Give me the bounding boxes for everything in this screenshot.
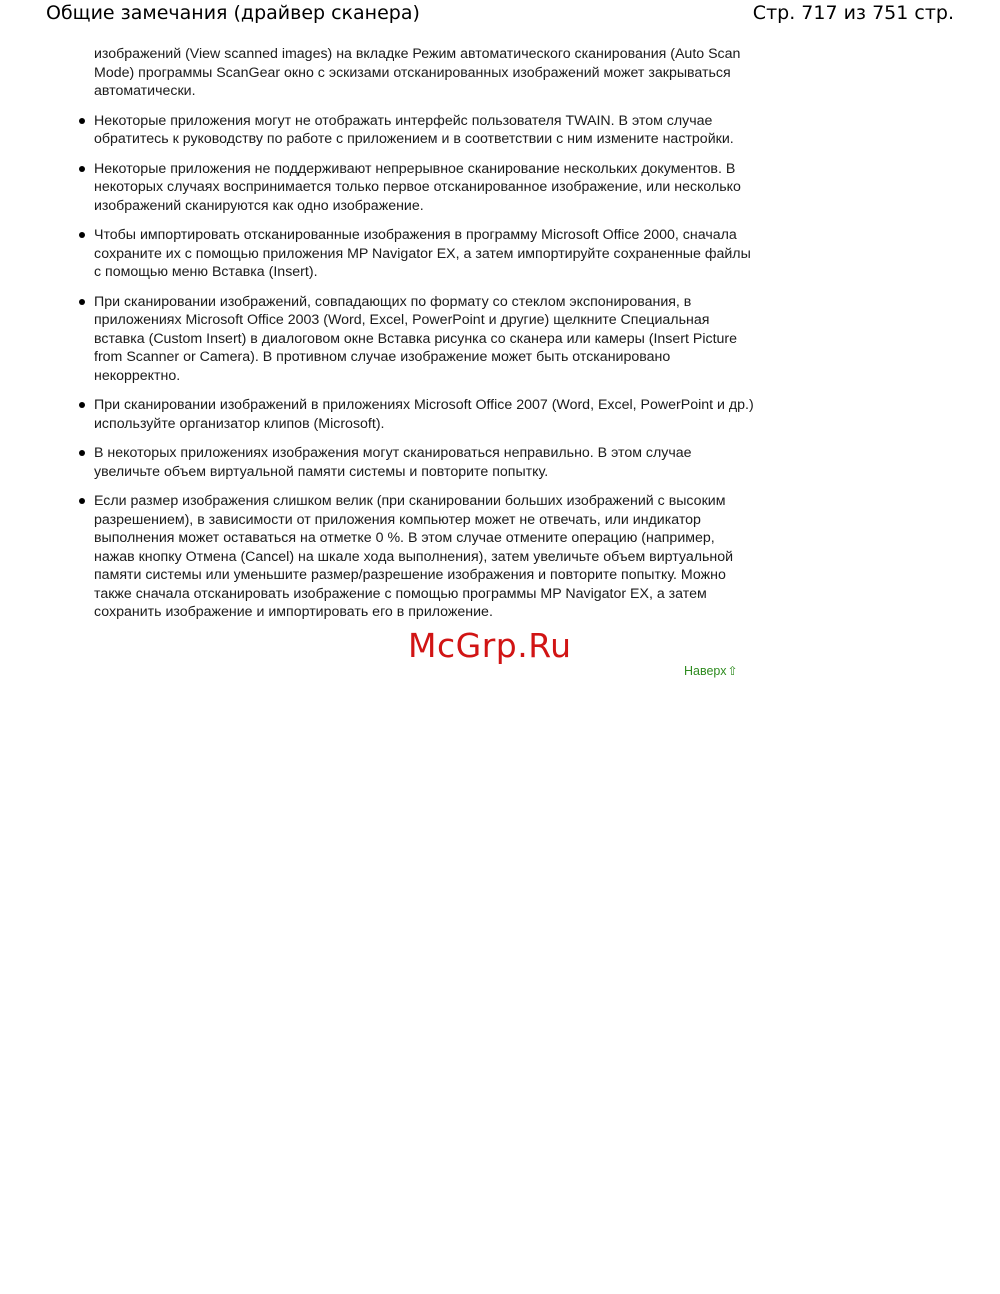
list-item-text: При сканировании изображений, совпадающих по формату со стеклом экспонирования, в приложениях Microsoft Office 2003 (Word, Excel, PowerPoint и другие) щелкните Специальная вставка (Custom Insert) в диалоговом окне Вставка рисунка со сканера или камеры (Insert Picture from Scanner or Camera). В противном случае изображение может быть отсканировано некорректно.: [94, 293, 738, 384]
list-item: [94, 226, 756, 282]
bullet-icon: [79, 232, 85, 238]
back-to-top-label: Наверх: [684, 664, 727, 678]
bullet-icon: [79, 498, 85, 504]
list-item-text: При сканировании изображений в приложениях Microsoft Office 2007 (Word, Excel, PowerPoint и др.) используйте организатор клипов (Microsoft).: [94, 397, 754, 432]
list-item-text: Некоторые приложения могут не отображать интерфейс пользователя TWAIN. В этом случае обратитесь к руководству по работе с приложением и в соответствии с ним измените настройки.: [94, 112, 734, 147]
list-item-text: Если размер изображения слишком велик (при сканировании больших изображений с высоким разрешением), в зависимости от приложения компьютер может не отвечать, или индикатор выполнения может оставаться на отметке 0 %. В этом случае отмените операцию (например, нажав кнопку Отмена (Cancel) на шкале хода выполнения), затем увеличьте объем виртуальной памяти системы или уменьшите размер/разрешение изображения и повторите попытку. Можно также сначала отсканировать изображение с помощью программы MP Navigator EX, а затем сохранить изображение и импортировать его в приложение.: [94, 493, 734, 620]
list-item: [94, 444, 756, 481]
list-item: [94, 492, 756, 622]
up-arrow-icon: ⇧: [727, 664, 738, 678]
list-item: [94, 112, 756, 149]
notes-list: [94, 112, 756, 622]
bullet-icon: [79, 118, 85, 124]
watermark: McGrp.Ru: [408, 626, 572, 665]
bullet-icon: [79, 166, 85, 172]
list-item: [94, 293, 756, 386]
back-to-top-link[interactable]: [684, 664, 738, 678]
page-title: Общие замечания (драйвер сканера): [46, 2, 420, 24]
bullet-icon: [79, 450, 85, 456]
lead-paragraph: изображений (View scanned images) на вкладке Режим автоматического сканирования (Auto Scan Mode) программы ScanGear окно с эскизами отсканированных изображений может закрываться автоматически.: [94, 46, 741, 99]
bullet-icon: [79, 299, 85, 305]
page-header: [46, 2, 954, 28]
list-item-text: Чтобы импортировать отсканированные изображения в программу Microsoft Office 2000, сначала сохраните их с помощью приложения MP Navigator EX, а затем импортируйте сохраненные файлы с помощью меню Вставка (Insert).: [94, 227, 751, 280]
list-item-text: В некоторых приложениях изображения могут сканироваться неправильно. В этом случае увеличьте объем виртуальной памяти системы и повторите попытку.: [94, 445, 692, 480]
page-counter: Стр. 717 из 751 стр.: [752, 2, 954, 24]
notes-content: [94, 45, 756, 633]
list-item: [94, 160, 756, 216]
bullet-icon: [79, 402, 85, 408]
list-item: [94, 396, 756, 433]
list-item-text: Некоторые приложения не поддерживают непрерывное сканирование нескольких документов. В некоторых случаях воспринимается только первое отсканированное изображение, или несколько изображений сканируются как одно изображение.: [94, 160, 741, 214]
